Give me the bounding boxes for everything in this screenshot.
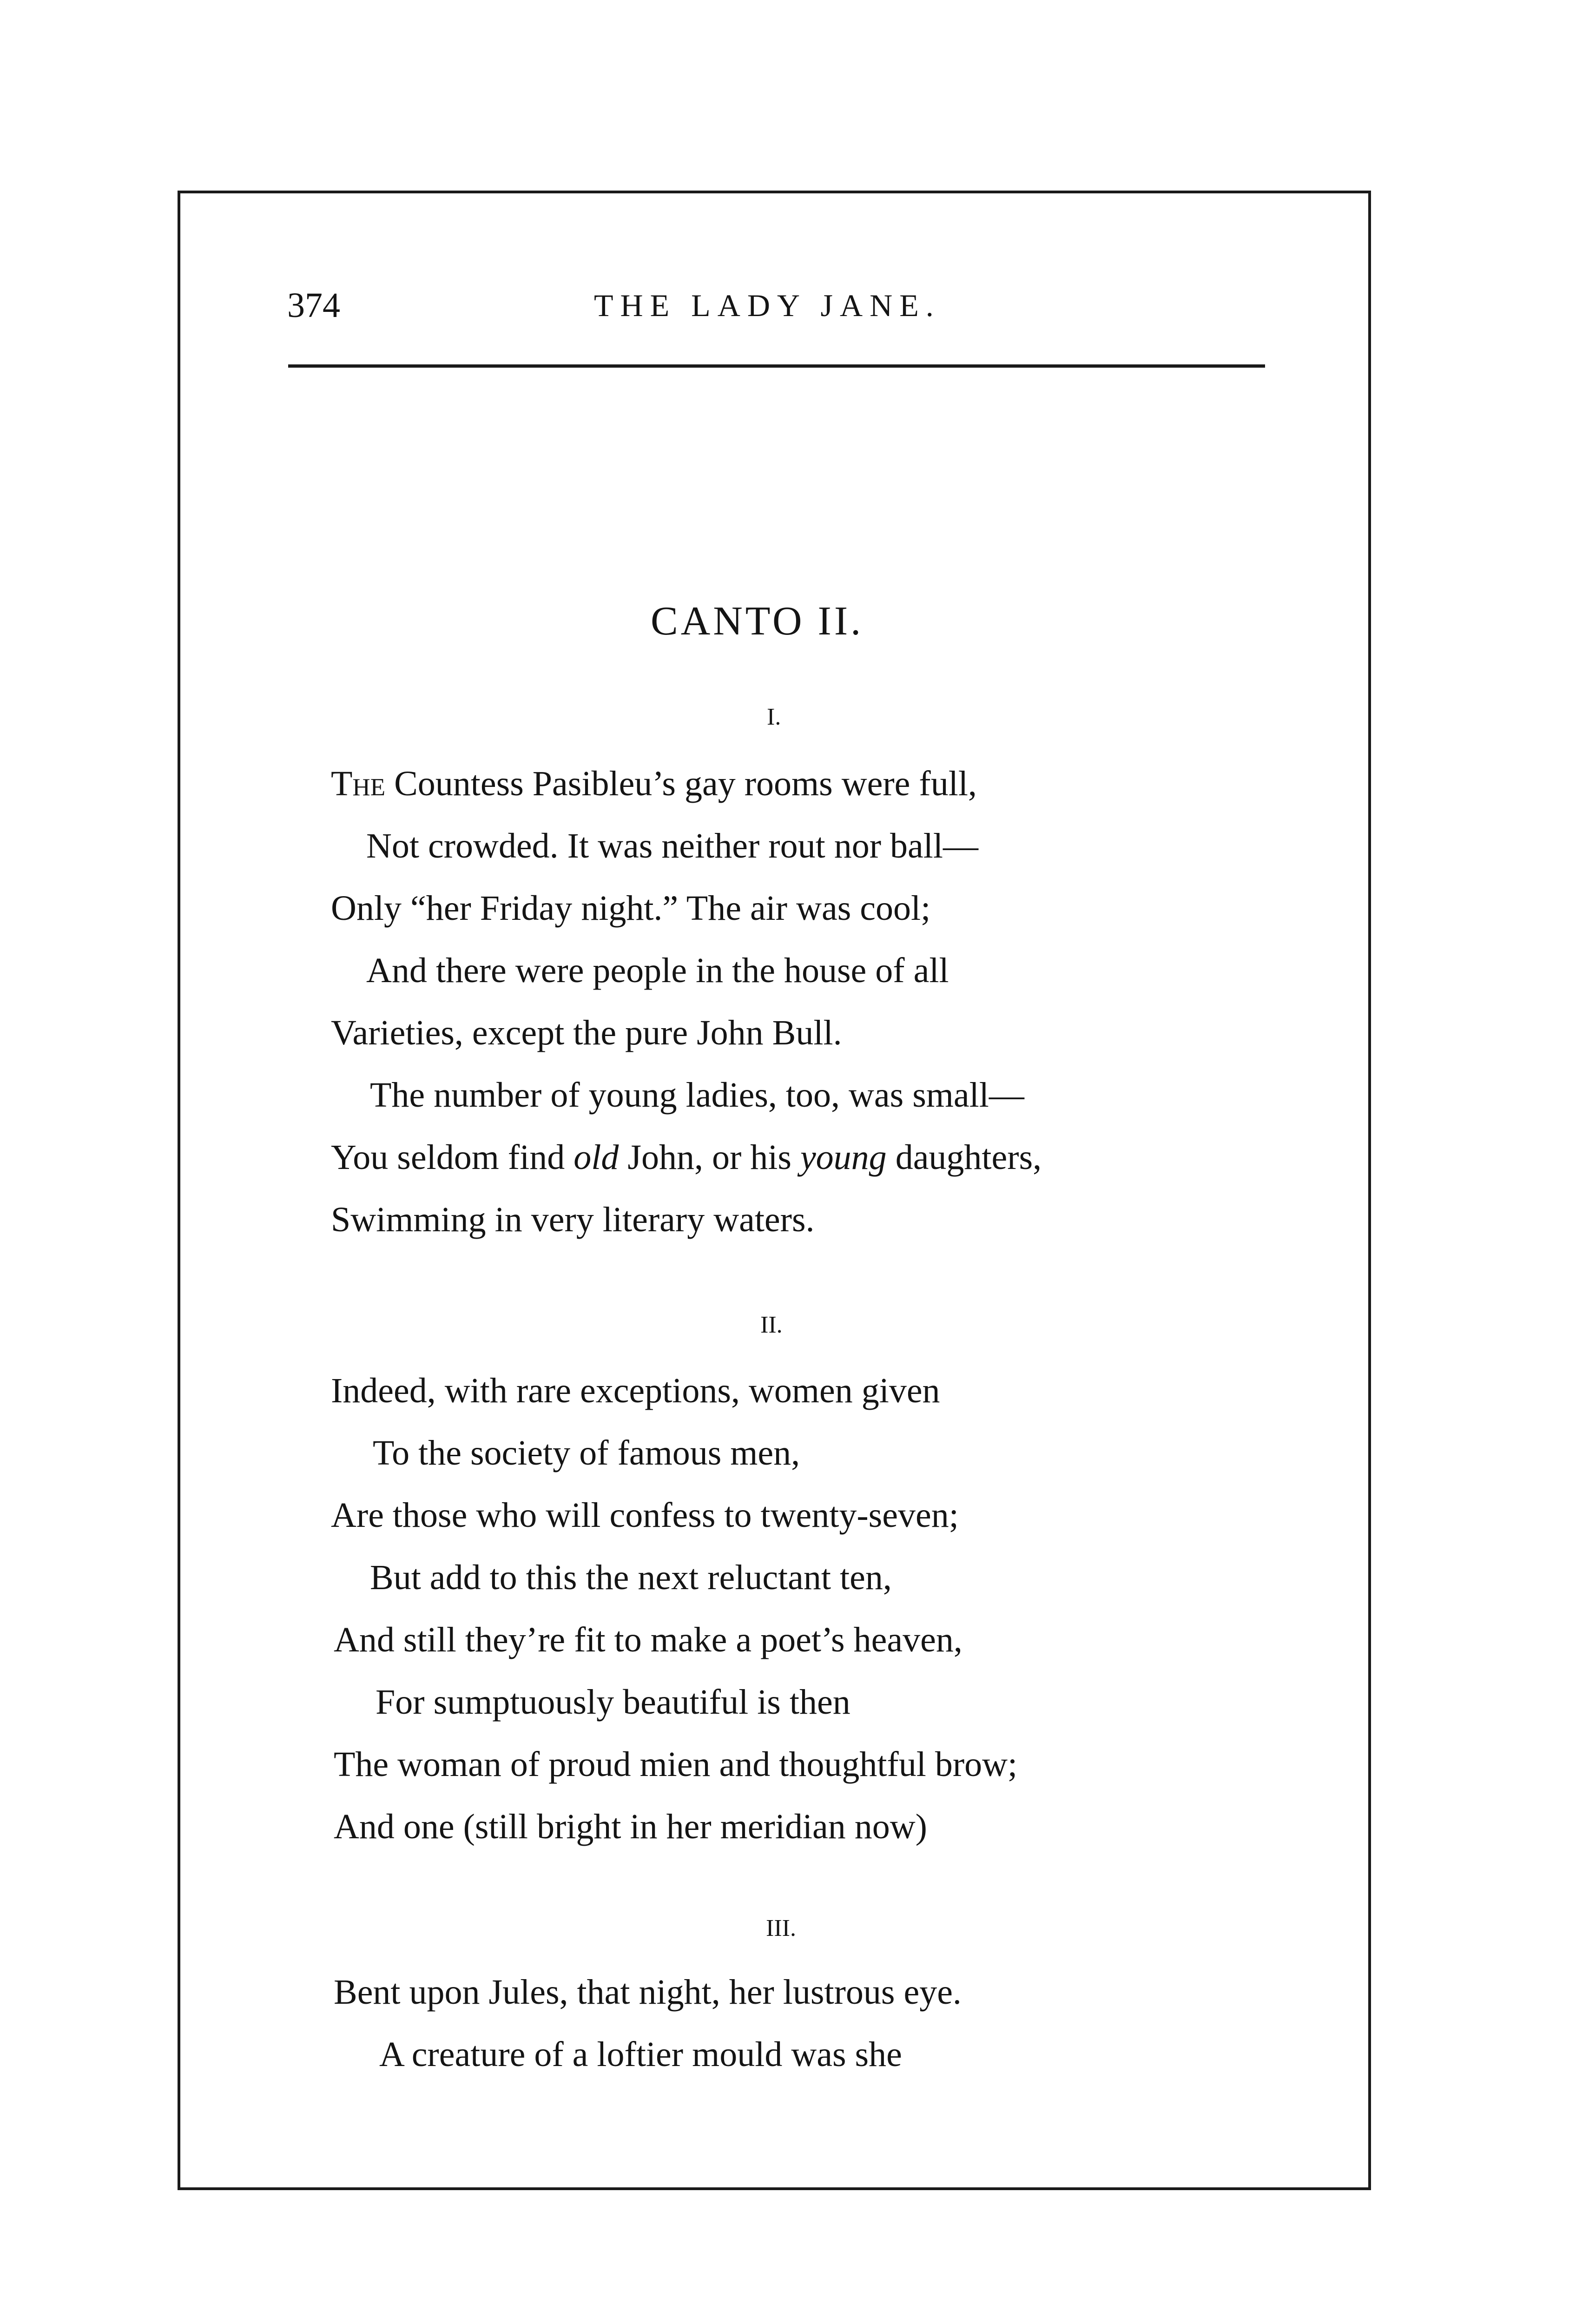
verse-line: The woman of proud mien and thoughtful brow; [334,1745,1018,1784]
verse-italic: young [800,1138,887,1177]
verse-line: And one (still bright in her meridian now) [334,1807,927,1846]
verse-line: Not crowded. It was neither rout nor ball— [366,826,978,865]
verse-line: Are those who will confess to twenty-seven; [331,1496,959,1535]
verse-line: And still they’re fit to make a poet’s heaven, [334,1620,962,1659]
verse-italic: old [574,1138,619,1177]
running-title: THE LADY JANE. [594,288,941,323]
verse-line: Swimming in very literary waters. [331,1200,815,1239]
verse-line [331,760,977,807]
verse-line: And there were people in the house of all [366,951,949,990]
stanza-number-3: III. [766,1915,796,1941]
verse-lead-word: The [331,764,386,803]
page-number: 374 [287,286,340,325]
header-rule [288,364,1265,368]
verse-line: For sumptuously beautiful is then [376,1683,850,1722]
verse-line [331,1134,1042,1181]
canto-title: CANTO II. [651,599,864,644]
verse-line: To the society of famous men, [373,1433,800,1472]
verse-segment: John, or his [619,1138,800,1177]
verse-line-rest: Countess Pasibleu’s gay rooms were full, [385,764,977,803]
page-frame [178,191,1371,2190]
verse-line: Bent upon Jules, that night, her lustrous eye. [334,1973,962,2012]
verse-line: Indeed, with rare exceptions, women given [331,1371,940,1410]
verse-line: A creature of a loftier mould was she [379,2035,902,2074]
stanza-number-2: II. [760,1312,783,1338]
verse-line: The number of young ladies, too, was small— [370,1076,1024,1115]
verse-line: Only “her Friday night.” The air was cool; [331,889,931,928]
verse-line: Varieties, except the pure John Bull. [331,1013,842,1052]
stanza-number-1: I. [767,704,781,730]
verse-segment: You seldom find [331,1138,574,1177]
verse-segment: daughters, [886,1138,1042,1177]
verse-line: But add to this the next reluctant ten, [370,1558,892,1597]
